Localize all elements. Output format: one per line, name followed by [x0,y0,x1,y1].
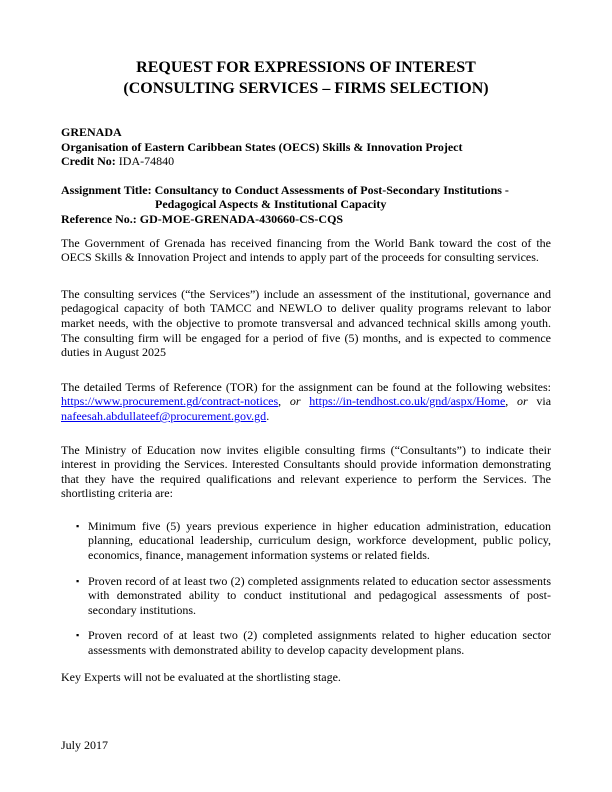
tor-end-period: . [266,408,270,423]
list-item [61,628,551,657]
criteria-experience: Minimum five (5) years previous experience in higher education administration, education planning, educational leadership, curriculum design, workforce development, public policy, economics, finance, management information systems or related fields. [88,518,551,563]
document-title-line2: (CONSULTING SERVICES – FIRMS SELECTION) [123,80,489,97]
tor-intro-text: The detailed Terms of Reference (TOR) for the assignment can be found at the following websites: [61,379,551,394]
credit-number: IDA-74840 [118,154,175,169]
link-email[interactable]: nafeesah.abdullateef@procurement.gov.gd [61,408,267,423]
criteria-education-assessments: Proven record of at least two (2) completed assignments related to education sector assessments with demonstrated ability to conduct institutional and pedagogical assessments of post-secondary institutions. [88,573,551,617]
bullet-square-icon: ▪ [76,630,80,641]
list-item [61,519,551,563]
project-header [61,125,551,169]
reference-label: Reference No.: [61,211,137,226]
paragraph-invitation: The Ministry of Education now invites eligible consulting firms (“Consultants”) to indicate their interest in providing the Services. Interested Consultants should provide information demonstrating that they have the required qualifications and relevant experience to perform the Services. The shortlisting criteria are: [61,442,551,501]
or-connector-1: or [289,394,301,409]
project-heading: Organisation of Eastern Caribbean States (OECS) Skills & Innovation Project [61,139,463,154]
document-title-line1: REQUEST FOR EXPRESSIONS OF INTEREST [136,59,476,76]
reference-number: GD-MOE-GRENADA-430660-CS-CQS [139,211,344,226]
paragraph-services: The consulting services (“the Services”) include an assessment of the institutional, governance and pedagogical capacity of both TAMCC and NEWLO to deliver quality programs relevant to labor market needs, with the objective to promote transversal and advanced technical skills among youth. The consulting firm will be engaged for a period of five (5) months, and is expected to commence duties in August 2025 [61,286,551,360]
paragraph-financing: The Government of Grenada has received financing from the World Bank toward the cost of the OECS Skills & Innovation Project and intends to apply part of the proceeds for consulting services. [61,235,551,265]
assignment-title-line1: Assignment Title: Consultancy to Conduct Assessments of Post-Secondary Institutions - [61,182,509,197]
assignment-header [61,183,551,227]
reference-line [61,212,551,227]
link-contract-notices[interactable]: https://www.procurement.gd/contract-notices [61,394,279,409]
document-title [61,57,551,99]
or-connector-2: or [516,394,528,409]
footer-date: July 2017 [61,738,109,752]
country-heading: GRENADA [61,125,122,139]
assignment-title-line2: Pedagogical Aspects & Institutional Capacity [155,197,387,212]
bullet-square-icon: ▪ [76,520,80,531]
credit-line [61,154,551,169]
paragraph-terms-of-reference: The detailed Terms of Reference (TOR) for the assignment can be found at the following websites: https://www.procurement.gd/contract-notices, or https://in-tendhost.co.uk/gnd/aspx/Home, or via nafeesah.abdullateef@procurement.gov.gd. [61,379,552,423]
list-item [61,574,551,618]
criteria-capacity-plans: Proven record of at least two (2) completed assignments related to higher education sector assessments with demonstrated ability to develop capacity development plans. [88,628,551,658]
shortlisting-criteria-list [61,519,551,658]
credit-label: Credit No: [61,154,116,169]
bullet-square-icon: ▪ [76,575,80,586]
key-experts-note: Key Experts will not be evaluated at the shortlisting stage. [61,669,341,684]
link-intend-host[interactable]: https://in-tendhost.co.uk/gnd/aspx/Home [309,394,506,409]
